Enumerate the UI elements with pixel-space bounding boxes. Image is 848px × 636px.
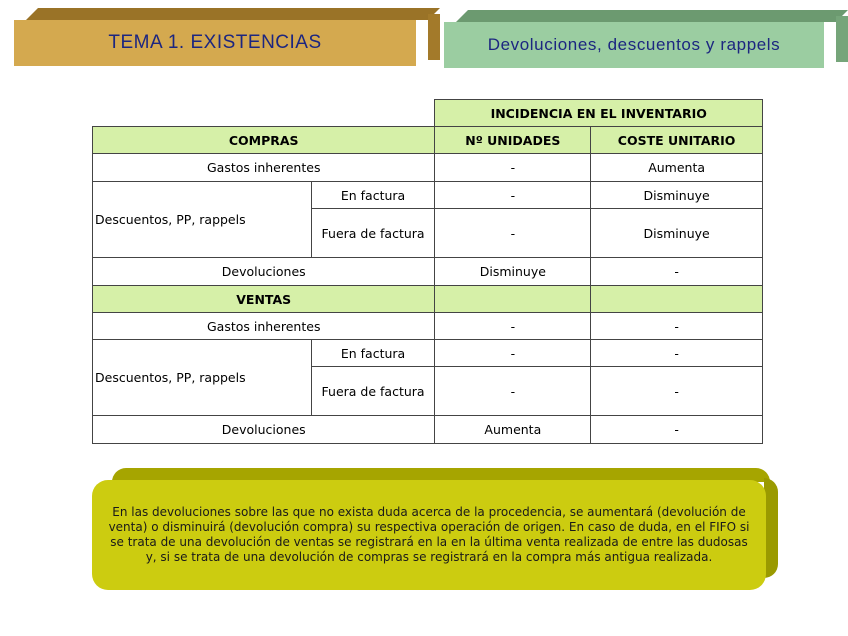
table-header-row	[93, 100, 763, 127]
topic-tab-bevel-side	[428, 14, 440, 60]
incidencia-header: INCIDENCIA EN EL INVENTARIO	[435, 100, 763, 127]
ventas-empty	[435, 286, 591, 313]
table-row	[93, 154, 763, 182]
table-row	[93, 340, 763, 367]
section-title: Devoluciones, descuentos y rappels	[444, 22, 824, 68]
section-tab-bevel-side	[836, 16, 848, 62]
table-row	[93, 313, 763, 340]
note-bevel-side	[764, 478, 778, 578]
cell-unidades: -	[435, 367, 591, 416]
cell-coste: -	[591, 258, 763, 286]
cell-unidades: -	[435, 209, 591, 258]
cell-unidades: -	[435, 154, 591, 182]
row-label-descuentos: Descuentos, PP, rappels	[93, 182, 312, 258]
coste-header: COSTE UNITARIO	[591, 127, 763, 154]
row-label: Gastos inherentes	[93, 154, 435, 182]
cell-unidades: Aumenta	[435, 416, 591, 444]
table-section-row	[93, 286, 763, 313]
table-row	[93, 258, 763, 286]
section-tab[interactable]	[444, 10, 836, 68]
topic-title: TEMA 1. EXISTENCIAS	[14, 20, 416, 66]
cell-coste: Disminuye	[591, 209, 763, 258]
table-row	[93, 182, 763, 209]
cell-coste: -	[591, 416, 763, 444]
note-text: En las devoluciones sobre las que no exista duda acerca de la procedencia, se aumentará (devolución de venta) o disminuirá (devolución compra) su respectiva operación de origen. En caso de duda, en el FIFO si se trata de una devolución de ventas se registrará en la en la última venta realizada de entre las dudosas y, si se trata de una devolución de compras se registrará en la compra más antigua realizada.	[92, 480, 766, 590]
sub-label: Fuera de factura	[311, 367, 435, 416]
cell-unidades: -	[435, 313, 591, 340]
sub-label: En factura	[311, 340, 435, 367]
cell-coste: Aumenta	[591, 154, 763, 182]
sub-label: Fuera de factura	[311, 209, 435, 258]
table-row	[93, 416, 763, 444]
ventas-empty	[591, 286, 763, 313]
inventory-table	[92, 99, 763, 444]
topic-tab-bevel-top	[26, 8, 440, 20]
ventas-header: VENTAS	[93, 286, 435, 313]
cell-unidades: -	[435, 340, 591, 367]
empty-corner	[93, 100, 435, 127]
cell-coste: -	[591, 340, 763, 367]
row-label: Devoluciones	[93, 258, 435, 286]
topic-tab[interactable]	[14, 8, 428, 66]
cell-unidades: -	[435, 182, 591, 209]
row-label: Gastos inherentes	[93, 313, 435, 340]
cell-unidades: Disminuye	[435, 258, 591, 286]
compras-header: COMPRAS	[93, 127, 435, 154]
section-tab-bevel-top	[456, 10, 848, 22]
table-header-row	[93, 127, 763, 154]
note-box	[92, 468, 778, 590]
unidades-header: Nº UNIDADES	[435, 127, 591, 154]
row-label-descuentos: Descuentos, PP, rappels	[93, 340, 312, 416]
row-label: Devoluciones	[93, 416, 435, 444]
cell-coste: -	[591, 313, 763, 340]
cell-coste: -	[591, 367, 763, 416]
cell-coste: Disminuye	[591, 182, 763, 209]
sub-label: En factura	[311, 182, 435, 209]
